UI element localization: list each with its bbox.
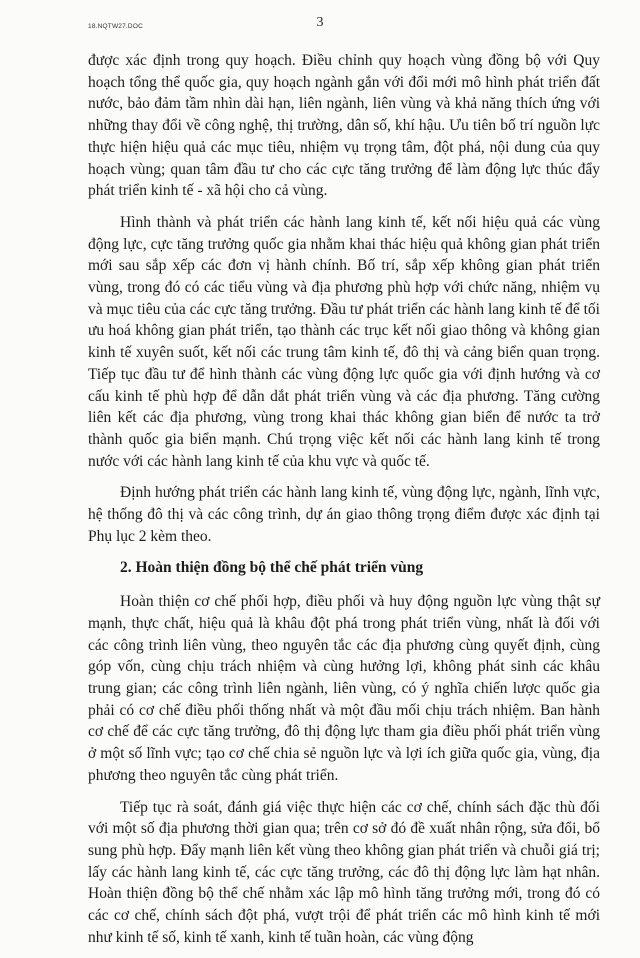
page-number: 3 — [316, 15, 324, 30]
paragraph-3: Định hướng phát triển các hành lang kinh tế, vùng động lực, ngành, lĩnh vực, hệ thống đô thị và các công trình, dự án giao thông trọng điểm được xác định tại Phụ lục 2 kèm theo. — [88, 484, 600, 545]
paragraph-2: Hình thành và phát triển các hành lang kinh tế, kết nối hiệu quả các vùng động lực, cực tăng trưởng quốc gia nhằm khai thác hiệu quả không gian phát triển mới sau sắp xếp các đơn vị hành chính. Bố trí, sắp xếp không gian phát triển vùng, trong đó có các tiểu vùng và địa phương phù hợp với chức năng, nhiệm vụ và mục tiêu của các cực tăng trưởng. Đầu tư phát triển các hành lang kinh tế để tối ưu hoá không gian phát triển, tạo thành các trục kết nối giao thông và không gian kinh tế xuyên suốt, kết nối các trung tâm kinh tế, đô thị và cảng biển quan trọng. Tiếp tục đầu tư để hình thành các vùng động lực quốc gia với định hướng và cơ cấu kinh tế phù hợp để dẫn dắt phát triển vùng và các địa phương. Tăng cường liên kết các địa phương, vùng trong khai thác không gian biển để nước ta trở thành quốc gia biển mạnh. Chú trọng việc kết nối các hành lang kinh tế trong nước với các hành lang kinh tế của khu vực và quốc tế. — [88, 213, 600, 470]
paragraph-1: được xác định trong quy hoạch. Điều chỉnh quy hoạch vùng đồng bộ với Quy hoạch tổng thể quốc gia, quy hoạch ngành gắn với đổi mới mô hình phát triển đất nước, bảo đảm tầm nhìn dài hạn, liên ngành, liên vùng và khả năng thích ứng với những thay đổi về công nghệ, thị trường, dân số, khí hậu. Ưu tiên bố trí nguồn lực thực hiện hiệu quả các mục tiêu, nhiệm vụ trọng tâm, đột phá, nội dung của quy hoạch vùng; quan tâm đầu tư cho các cực tăng trưởng để làm động lực thúc đẩy phát triển kinh tế - xã hội cho cả vùng. — [88, 52, 600, 200]
section-heading: 2. Hoàn thiện đồng bộ thể chế phát triển vùng — [120, 559, 424, 577]
document-body — [88, 50, 600, 958]
document-code: 18.NQTW27.DOC — [88, 23, 143, 30]
paragraph-5: Tiếp tục rà soát, đánh giá việc thực hiện các cơ chế, chính sách đặc thù đối với một số địa phương thời gian qua; trên cơ sở đó đề xuất nhân rộng, sửa đổi, bổ sung phù hợp. Đẩy mạnh liên kết vùng theo không gian phát triển và chuỗi giá trị; lấy các hành lang kinh tế, các cực tăng trưởng, các đô thị động lực làm hạt nhân. Hoàn thiện đồng bộ thể chế nhằm xác lập mô hình tăng trưởng mới, trong đó có các cơ chế, chính sách đột phá, vượt trội để phát triển các mô hình kinh tế mới như kinh tế số, kinh tế xanh, kinh tế tuần hoàn, các vùng động — [88, 798, 600, 946]
paragraph-4: Hoàn thiện cơ chế phối hợp, điều phối và huy động nguồn lực vùng thật sự mạnh, thực chất, hiệu quả là khâu đột phá trong phát triển vùng, nhất là đối với các công trình liên vùng, theo nguyên tắc các địa phương cùng quyết định, cùng góp vốn, cùng chịu trách nhiệm và cùng hưởng lợi, không phát sinh các khâu trung gian; các công trình liên ngành, liên vùng, có ý nghĩa chiến lược quốc gia phải có cơ chế điều phối thống nhất và một đầu mối chịu trách nhiệm. Ban hành cơ chế để các cực tăng trưởng, đô thị động lực tham gia điều phối phát triển vùng ở một số lĩnh vực; tạo cơ chế chia sẻ nguồn lực và lợi ích giữa quốc gia, vùng, địa phương theo nguyên tắc cùng phát triển. — [88, 593, 600, 784]
